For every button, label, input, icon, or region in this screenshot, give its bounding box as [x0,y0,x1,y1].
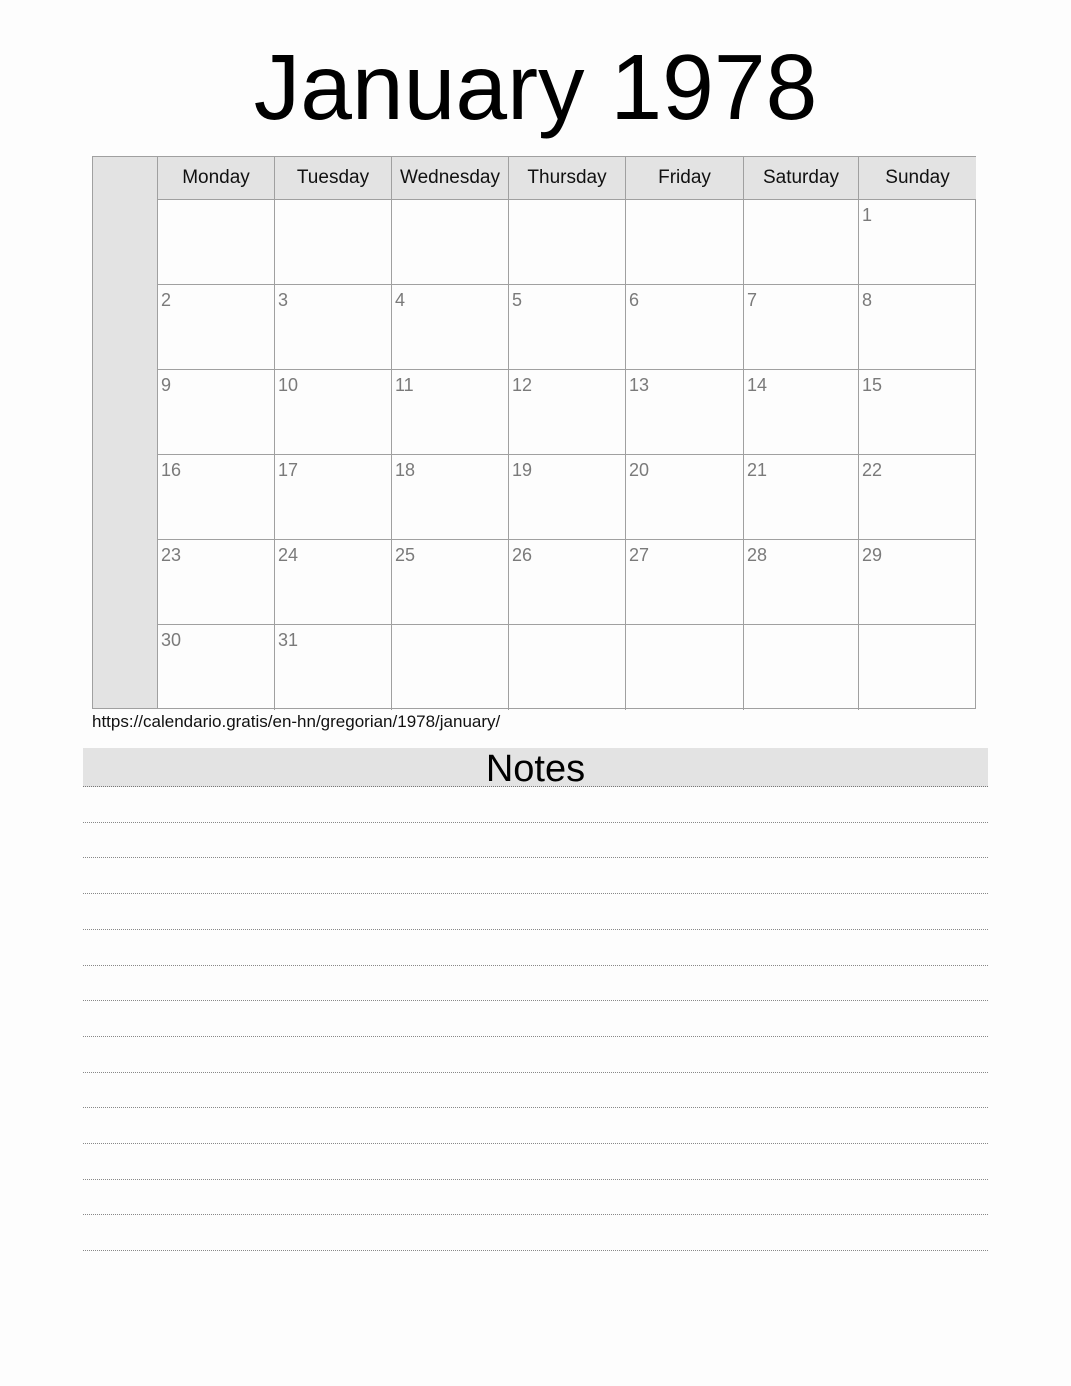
day-cell-12: 12 [509,370,626,455]
empty-day-cell [392,625,509,710]
day-cell-29: 29 [859,540,976,625]
day-cell-16: 16 [158,455,275,540]
note-line [83,857,988,858]
day-cell-28: 28 [744,540,859,625]
note-line [83,822,988,823]
empty-day-cell [626,625,744,710]
day-cell-31: 31 [275,625,392,710]
empty-day-cell [275,200,392,285]
day-cell-25: 25 [392,540,509,625]
day-cell-15: 15 [859,370,976,455]
day-cell-19: 19 [509,455,626,540]
note-line [83,1250,988,1251]
day-cell-26: 26 [509,540,626,625]
empty-day-cell [392,200,509,285]
day-cell-30: 30 [158,625,275,710]
day-cell-24: 24 [275,540,392,625]
day-cell-2: 2 [158,285,275,370]
weekday-header-wednesday: Wednesday [392,157,509,200]
empty-day-cell [626,200,744,285]
weekday-header-sunday: Sunday [859,157,976,200]
empty-day-cell [158,200,275,285]
day-cell-21: 21 [744,455,859,540]
note-line [83,1107,988,1108]
weekday-header-monday: Monday [158,157,275,200]
note-line [83,1072,988,1073]
day-cell-3: 3 [275,285,392,370]
weekday-header-friday: Friday [626,157,744,200]
note-line [83,1036,988,1037]
empty-day-cell [744,625,859,710]
empty-day-cell [859,625,976,710]
weekday-header-tuesday: Tuesday [275,157,392,200]
day-cell-10: 10 [275,370,392,455]
note-line [83,1214,988,1215]
day-cell-20: 20 [626,455,744,540]
note-line [83,1143,988,1144]
calendar-grid [92,156,976,709]
note-line [83,929,988,930]
notes-header: Notes [83,748,988,787]
note-line [83,1179,988,1180]
day-cell-23: 23 [158,540,275,625]
source-url: https://calendario.gratis/en-hn/gregorian/1978/january/ [92,712,501,731]
day-cell-17: 17 [275,455,392,540]
day-cell-27: 27 [626,540,744,625]
day-cell-13: 13 [626,370,744,455]
calendar-title: January 1978 [253,35,818,139]
day-cell-7: 7 [744,285,859,370]
calendar-days-grid [158,157,975,708]
day-cell-4: 4 [392,285,509,370]
empty-day-cell [509,200,626,285]
day-cell-8: 8 [859,285,976,370]
day-cell-18: 18 [392,455,509,540]
day-cell-14: 14 [744,370,859,455]
day-cell-11: 11 [392,370,509,455]
day-cell-6: 6 [626,285,744,370]
empty-day-cell [744,200,859,285]
weekday-header-saturday: Saturday [744,157,859,200]
weekday-header-thursday: Thursday [509,157,626,200]
empty-day-cell [509,625,626,710]
note-line [83,893,988,894]
week-number-column [93,157,158,708]
day-cell-9: 9 [158,370,275,455]
day-cell-5: 5 [509,285,626,370]
day-cell-22: 22 [859,455,976,540]
note-line [83,965,988,966]
day-cell-1: 1 [859,200,976,285]
note-line [83,1000,988,1001]
